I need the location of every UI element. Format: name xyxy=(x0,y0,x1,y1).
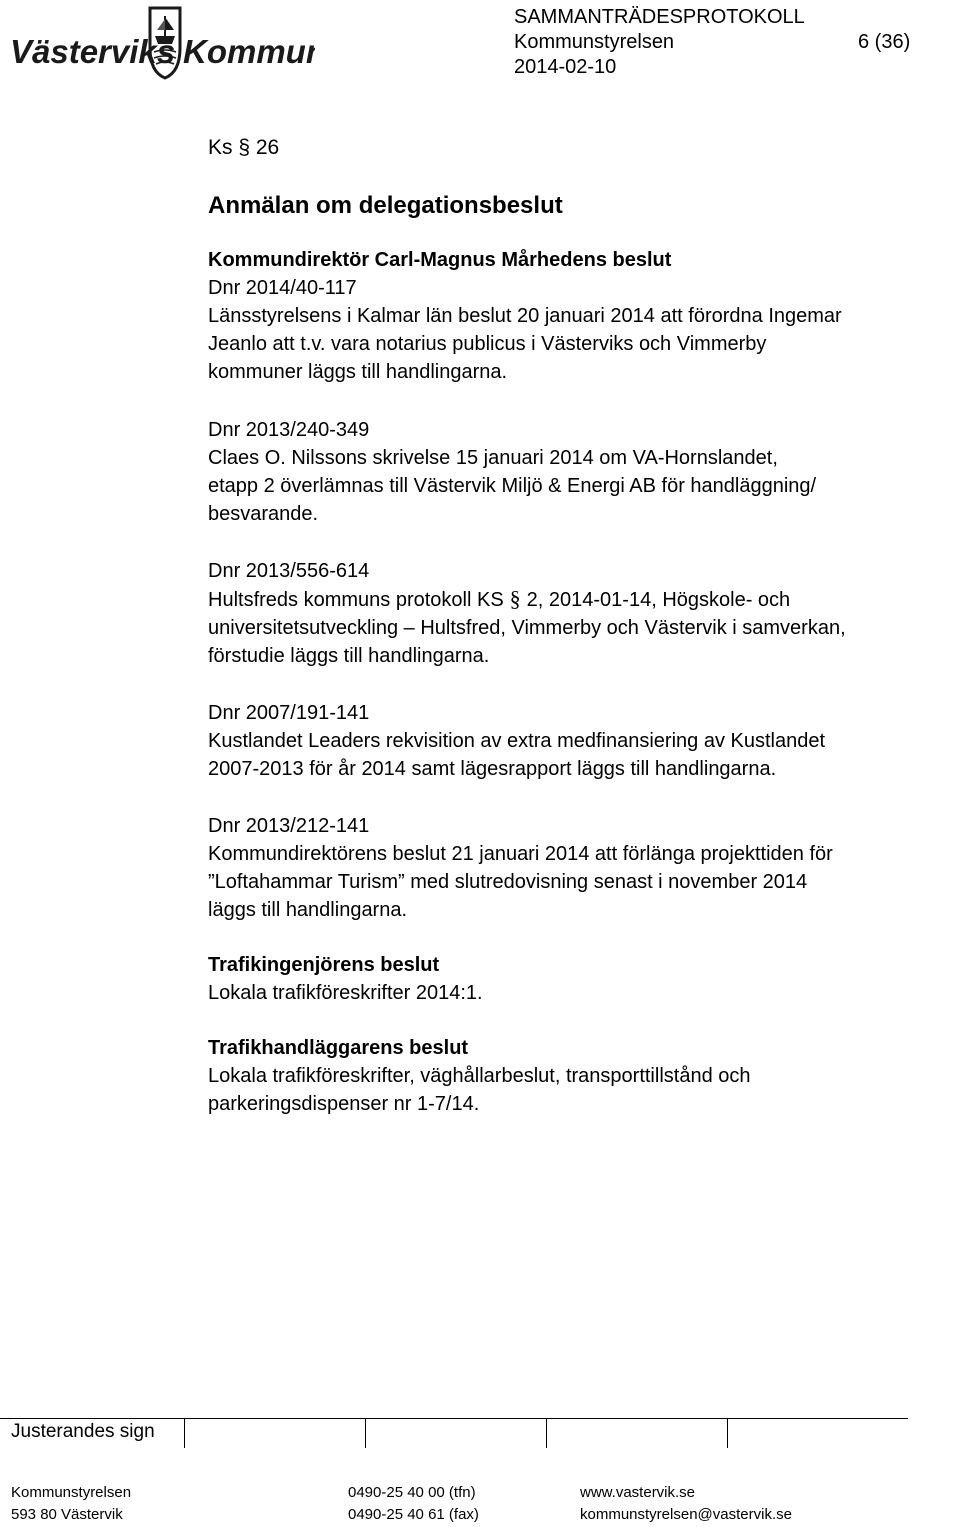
dnr-label: Dnr 2013/556-614 xyxy=(208,560,370,582)
item-text-line: parkeringsdispenser nr 1-7/14. xyxy=(208,1093,480,1115)
email-link[interactable]: kommunstyrelsen@vastervik.se xyxy=(580,1506,792,1523)
signature-box-divider xyxy=(365,1418,366,1448)
body-name: Kommunstyrelsen xyxy=(514,31,675,53)
vastervik-kommun-logo xyxy=(10,2,315,82)
website-link[interactable]: www.vastervik.se xyxy=(580,1484,696,1501)
protocol-title: SAMMANTRÄDESPROTOKOLL xyxy=(514,6,805,28)
svg-text:Västerviks: Västerviks xyxy=(10,33,176,70)
subheading-traffic-engineer: Trafikingenjörens beslut xyxy=(208,954,440,976)
item-text-line: ”Loftahammar Turism” med slutredovisning senast i november 2014 xyxy=(208,871,808,893)
dnr-label: Dnr 2013/240-349 xyxy=(208,419,370,441)
signature-box-divider xyxy=(727,1418,728,1448)
item-text-line: Lokala trafikföreskrifter 2014:1. xyxy=(208,982,483,1004)
item-text-line: universitetsutveckling – Hultsfred, Vimmerby och Västervik i samverkan, xyxy=(208,617,846,639)
item-text-line: besvarande. xyxy=(208,503,319,525)
item-text-line: Hultsfreds kommuns protokoll KS § 2, 2014-01-14, Högskole- och xyxy=(208,586,791,611)
signature-label: Justerandes sign xyxy=(11,1421,155,1442)
footer-phone: 0490-25 40 00 (tfn) 0490-25 40 61 (fax) xyxy=(348,1484,479,1523)
section-number: Ks § 26 xyxy=(208,136,280,159)
subheading-director-decision: Kommundirektör Carl-Magnus Mårhedens beslut xyxy=(208,249,672,271)
item-text-line: Kustlandet Leaders rekvisition av extra medfinansiering av Kustlandet xyxy=(208,730,826,752)
section-title: Anmälan om delegationsbeslut xyxy=(208,192,563,219)
signature-box-divider xyxy=(546,1418,547,1448)
item-text-line: kommuner läggs till handlingarna. xyxy=(208,361,508,383)
section-sign: § xyxy=(509,586,521,611)
meeting-date: 2014-02-10 xyxy=(514,56,617,78)
item-text-line: Kommundirektörens beslut 21 januari 2014 att förlänga projekttiden för xyxy=(208,843,833,865)
signature-box-divider xyxy=(184,1418,185,1448)
item-text-line: Jeanlo att t.v. vara notarius publicus i Västerviks och Vimmerby xyxy=(208,333,767,355)
signature-line xyxy=(0,1418,908,1419)
dnr-label: Dnr 2013/212-141 xyxy=(208,815,370,837)
protocol-section xyxy=(208,133,948,1118)
footer-address: Kommunstyrelsen 593 80 Västervik xyxy=(11,1484,132,1523)
item-text-line: Lokala trafikföreskrifter, väghållarbeslut, transporttillstånd och xyxy=(208,1065,751,1087)
item-text-line: Länsstyrelsens i Kalmar län beslut 20 januari 2014 att förordna Ingemar xyxy=(208,305,842,327)
item-text-line: läggs till handlingarna. xyxy=(208,899,408,921)
subheading-traffic-officer: Trafikhandläggarens beslut xyxy=(208,1037,469,1059)
page-number: 6 (36) xyxy=(858,31,911,53)
dnr-label: Dnr 2014/40-117 xyxy=(208,277,357,299)
item-text-line: förstudie läggs till handlingarna. xyxy=(208,645,490,667)
dnr-label: Dnr 2007/191-141 xyxy=(208,702,370,724)
footer-contact xyxy=(580,1482,792,1526)
item-text-line: etapp 2 överlämnas till Västervik Miljö & Energi AB för handläggning/ xyxy=(208,475,817,497)
svg-text:Kommun: Kommun xyxy=(183,33,315,70)
item-text-line: Claes O. Nilssons skrivelse 15 januari 2014 om VA-Hornslandet, xyxy=(208,447,778,469)
item-text-line: 2007-2013 för år 2014 samt lägesrapport läggs till handlingarna. xyxy=(208,758,777,780)
